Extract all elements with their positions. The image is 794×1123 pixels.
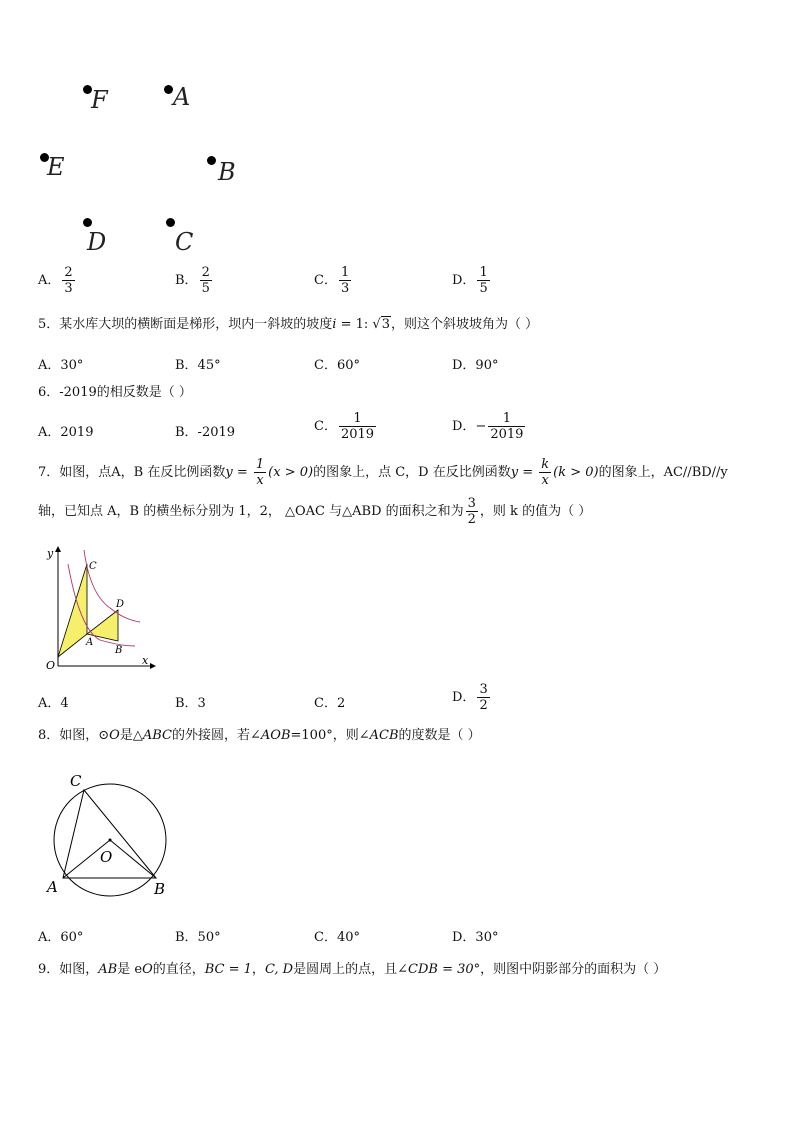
question-7-line-2 — [38, 494, 591, 530]
fraction — [200, 265, 212, 296]
denominator: 3 — [64, 281, 73, 296]
q8-option-d[interactable]: D．30° — [452, 930, 499, 945]
numerator: 1 — [479, 265, 488, 280]
q5-option-a[interactable]: A．30° — [38, 358, 84, 373]
numerator: k — [541, 457, 550, 472]
q8-text-d: =100°，则 — [290, 728, 359, 743]
fraction — [477, 682, 489, 713]
numerator: 2 — [64, 265, 73, 280]
point-f-label: F — [91, 86, 108, 114]
q8-text-c: 的外接圆，若 — [172, 728, 251, 743]
option-letter: A． — [38, 273, 61, 288]
center-dot — [109, 839, 112, 842]
q9-diameter-ab: AB — [98, 962, 118, 977]
option-letter: C． — [314, 419, 337, 434]
question-8-stem — [38, 727, 481, 745]
numerator: 1 — [502, 411, 512, 426]
q5-option-b[interactable]: B．45° — [175, 358, 221, 373]
point-b-label: B — [218, 158, 236, 186]
numerator: 1 — [340, 265, 350, 280]
segment-ob — [110, 840, 156, 878]
q4-option-c[interactable] — [314, 265, 353, 296]
q5-prefix: 5．某水库大坝的横断面是梯形，坝内一斜坡的坡度 — [38, 317, 333, 332]
q7-option-c[interactable]: C．2 — [314, 696, 346, 711]
q7-option-d[interactable] — [452, 682, 492, 713]
fig-label-o: O — [100, 848, 113, 866]
question-9-stem — [38, 961, 666, 979]
q6-option-c[interactable] — [314, 411, 378, 442]
question-6-stem: 6．-2019的相反数是（ ） — [38, 385, 192, 400]
q9-center-o: O — [142, 962, 153, 977]
q9-text-f: ，则图中阴影部分的面积为（ ） — [480, 962, 667, 977]
point-e-label: E — [47, 153, 65, 181]
q4-option-b[interactable] — [175, 265, 214, 296]
q9-text-e: 是圆周上的点，且 — [293, 962, 398, 977]
q9-angle-cdb: ∠CDB = 30° — [397, 962, 481, 977]
denominator: 2 — [467, 512, 476, 527]
q8-circle-figure — [44, 768, 174, 900]
q5-equals: = 1: — [336, 317, 373, 332]
numerator: 3 — [467, 496, 476, 511]
fraction — [539, 457, 551, 488]
q7-text-a: 7．如图，点A，B 在反比例函数 — [38, 465, 226, 480]
q6-option-d[interactable] — [452, 411, 527, 442]
q8-text-e: 的度数是（ ） — [398, 728, 481, 743]
q8-option-c[interactable]: C．40° — [314, 930, 360, 945]
fig-label-a: A — [47, 878, 58, 896]
q8-angle-aob: ∠AOB — [250, 728, 291, 743]
denominator: x — [539, 472, 551, 488]
numerator: 1 — [353, 411, 362, 426]
q5-option-c[interactable]: C．60° — [314, 358, 360, 373]
q8-text-a: 8．如图， — [38, 728, 99, 743]
fraction — [254, 457, 266, 488]
q9-text-a: 9．如图， — [38, 962, 99, 977]
q7-option-a[interactable]: A．4 — [38, 696, 69, 711]
q9-bc-length: BC = 1 — [204, 962, 252, 977]
q7-f2-eq: = — [518, 465, 538, 480]
fraction — [477, 265, 489, 296]
q7-f2-condition: (k > 0) — [553, 465, 599, 480]
q8-text-b: 是 — [119, 728, 133, 743]
q9-text-d: ， — [251, 962, 265, 977]
fig-label-y: y — [47, 547, 54, 560]
numerator: 3 — [479, 682, 488, 697]
q7-f1-y: y — [225, 465, 233, 480]
q7-text-b: 的图象上，点 C，D 在反比例函数 — [313, 465, 511, 480]
q6-option-a[interactable]: A．2019 — [38, 425, 94, 440]
fig-label-c: C — [70, 772, 82, 790]
q7-text-e: ，则 k 的值为（ ） — [479, 504, 592, 519]
fig-label-o: O — [46, 659, 56, 672]
q4-option-a[interactable] — [38, 265, 77, 296]
fraction — [339, 265, 351, 296]
fraction — [62, 265, 74, 296]
q7-hyperbola-figure — [40, 542, 160, 672]
fig-label-a: A — [86, 637, 94, 648]
y-axis-arrow-icon — [55, 546, 61, 552]
denominator: 2019 — [490, 427, 524, 442]
numerator: 1 — [255, 457, 265, 472]
denominator: 5 — [479, 281, 488, 296]
numerator: 2 — [201, 265, 210, 280]
q7-text-c: 的图象上，AC//BD//y — [598, 465, 728, 480]
q7-f1-condition: (x > 0) — [268, 465, 314, 480]
q7-text-d: 轴，已知点 A，B 的横坐标分别为 1，2， △OAC 与△ABD 的面积之和为 — [38, 504, 464, 519]
denominator: 3 — [340, 281, 350, 296]
point-d-dot — [83, 218, 92, 227]
q8-option-b[interactable]: B．50° — [175, 930, 221, 945]
q8-triangle: △ABC — [132, 728, 172, 743]
q4-option-d[interactable] — [452, 265, 492, 296]
fig-label-d: D — [116, 599, 125, 610]
q8-circle-symbol: ⊙O — [98, 728, 120, 743]
denominator: 2 — [479, 698, 488, 713]
denominator: 5 — [201, 281, 210, 296]
question-5-stem — [38, 316, 538, 334]
fig-label-x: x — [142, 654, 149, 667]
q5-option-d[interactable]: D．90° — [452, 358, 499, 373]
x-axis-arrow-icon — [150, 663, 156, 669]
q7-f2-y: y — [510, 465, 519, 480]
option-letter: D． — [452, 419, 476, 434]
q7-f1-eq: = — [232, 465, 252, 480]
denominator: x — [254, 472, 266, 488]
question-7-line-1 — [38, 455, 728, 491]
denominator: 2019 — [340, 427, 375, 442]
q9-text-c: 的直径， — [152, 962, 205, 977]
fraction — [339, 411, 376, 442]
point-b-dot — [207, 156, 216, 165]
fig-label-c: C — [89, 561, 97, 572]
triangle-oac — [58, 564, 87, 657]
q8-option-a[interactable]: A．60° — [38, 930, 84, 945]
q7-option-b[interactable]: B．3 — [175, 696, 206, 711]
q5-slope-variable: i — [332, 317, 337, 332]
point-a-label: A — [173, 83, 191, 111]
q5-suffix: ，则这个斜坡坡角为（ ） — [390, 317, 539, 332]
fraction — [488, 411, 525, 442]
option-letter: D． — [452, 690, 476, 705]
fig-label-b: B — [115, 645, 123, 656]
option-letter: C． — [314, 273, 337, 288]
minus-sign: − — [475, 419, 487, 434]
q8-angle-acb: ∠ACB — [358, 728, 399, 743]
q5-radicand: 3 — [381, 317, 390, 332]
fraction — [466, 496, 478, 527]
fig-label-b: B — [154, 880, 166, 898]
sqrt-icon: √ — [372, 317, 381, 332]
option-letter: B． — [175, 273, 198, 288]
point-c-dot — [166, 218, 175, 227]
option-letter: D． — [452, 273, 476, 288]
q9-text-b: 是 e — [117, 962, 143, 977]
point-a-dot — [164, 85, 173, 94]
q6-option-b[interactable]: B．-2019 — [175, 425, 236, 440]
q9-points-cd: C, D — [264, 962, 294, 977]
point-c-label: C — [175, 228, 194, 256]
point-d-label: D — [87, 228, 107, 256]
